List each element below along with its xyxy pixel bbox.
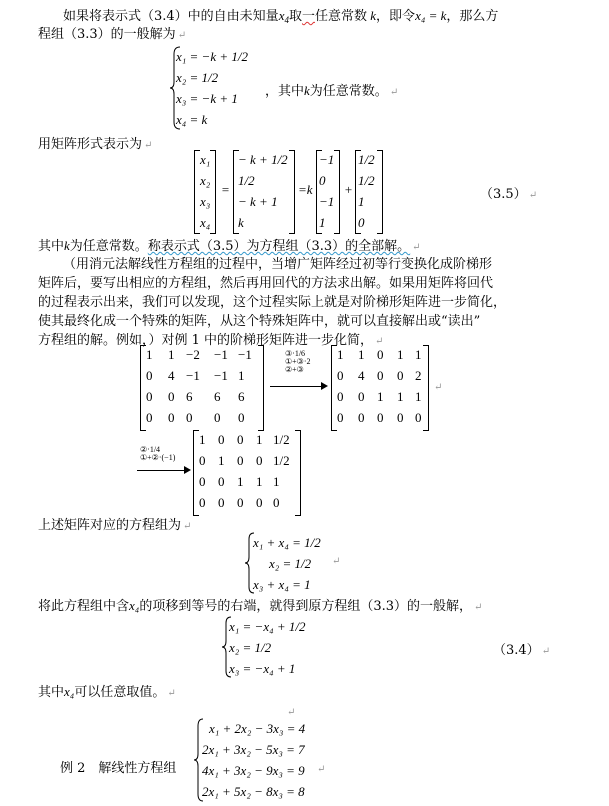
spellcheck-underline: 一 [301, 9, 315, 24]
matrix-cell: 0 [186, 410, 193, 425]
matrix-cell: 1 [238, 368, 245, 383]
matrix-cell: 1 [415, 389, 422, 404]
matrix-cell: 0 [273, 495, 280, 510]
return-mark: ↵ [317, 764, 326, 775]
matrix-cell: 6 [214, 389, 221, 404]
equation-label-3-4: （3.4） ↵ [493, 643, 551, 658]
para2-line: （用消元法解线性方程组的过程中，当增广矩阵经过初等行变换化成阶梯形 [63, 257, 493, 272]
matrix-intro: 用矩阵形式表示为 ↵ [38, 137, 153, 152]
example2-row: x₁ + 2x₂ − 3x₃ = 4 [209, 721, 306, 736]
system1-row: x₄ = k [176, 112, 208, 127]
matrix-cell: 1 [397, 347, 404, 362]
matrix-cell: 2 [415, 368, 422, 383]
example2-row: 4x₁ + 3x₂ − 9x₃ = 9 [202, 763, 305, 778]
row-op-2: ②·1/4 ①+②·(−1) [140, 445, 176, 462]
matrix-cell: 1 [415, 347, 422, 362]
matrix-cell: 0 [199, 453, 206, 468]
system3-row: x₃ = −x₄ + 1 [229, 661, 296, 676]
row-op-1: ③·1/6 ①+③·2 ②+③ [285, 349, 311, 374]
return-mark: ↵ [332, 556, 341, 567]
move-line: 将此方程组中含x₄的项移到等号的右端，就得到原方程组（3.3）的一般解， ↵ [38, 598, 483, 614]
system1-row: x₁ = −k + 1/2 [176, 49, 248, 64]
matrix-c [193, 430, 301, 516]
matrix-cell: 0 [218, 432, 225, 447]
para2-line: 的过程表示出来，我们可以发现，这个过程实际上就是对阶梯形矩阵进一步简化， [38, 295, 507, 310]
matrix-cell: −2 [186, 347, 200, 362]
para1-line1: 如果将表示式（3.4）中的自由未知量$x_4$取一任意常数 k，即令x₄ = k，那么方 [63, 8, 499, 25]
matrix-cell: 0 [337, 368, 344, 383]
matrix-cell: 0 [377, 347, 384, 362]
equation-label-3-5: （3.5） ↵ [480, 187, 538, 202]
matrix-cell: 1 [168, 347, 175, 362]
matrix-cell: 6 [186, 389, 193, 404]
matrix-cell: 1 [273, 474, 280, 489]
matrix-cell: 0 [218, 474, 225, 489]
system2-row: x₃ + x₄ = 1 [253, 577, 311, 592]
matrix-cell: 4 [358, 368, 365, 383]
matrix-cell: 0 [256, 495, 263, 510]
arrow-2 [137, 470, 185, 471]
matrix-cell: 0 [199, 474, 206, 489]
matrix-cell: 1 [146, 347, 153, 362]
matrix-cell: 0 [377, 368, 384, 383]
matrix-cell: 0 [358, 410, 365, 425]
matrix-cell: 0 [397, 368, 404, 383]
arrow-1-head [321, 382, 328, 390]
matrix-a [140, 345, 264, 431]
matrix-cell: 1 [199, 432, 206, 447]
matrix-cell: 0 [168, 389, 175, 404]
matrix-cell: 4 [168, 368, 175, 383]
matrix-cell: 0 [237, 453, 244, 468]
example2-label: 例 2 解线性方程组 [60, 761, 177, 776]
matrix-cell: 1/2 [273, 453, 290, 468]
matrix-cell: 1 [256, 432, 263, 447]
matrix-cell: 0 [214, 410, 221, 425]
example2-system [202, 718, 305, 802]
para1-line2: 程组（3.3）的一般解为 ↵ [38, 27, 187, 42]
matrix-cell: 0 [377, 410, 384, 425]
solution-vector: − k + 1/2 1/2 − k + 1 k [233, 150, 295, 234]
matrix-cell: 1 [237, 474, 244, 489]
matrix-cell: 0 [146, 410, 153, 425]
para2-line: 矩阵后，要写出相应的方程组，然后再用回代的方法求出解。如果用矩阵将回代 [38, 276, 494, 291]
free-variable-line: 其中x₄可以任意取值。 ↵ [38, 684, 176, 700]
matrix-cell: 0 [256, 453, 263, 468]
matrix-cell: −1 [214, 347, 228, 362]
general-solution-line: 其中k为任意常数。称表示式（3.5）为方程组（3.3）的全部解。 ↵ [38, 238, 421, 254]
matrix-cell: 0 [337, 410, 344, 425]
matrix-cell: −1 [214, 368, 228, 383]
system2-row: x₁ + x₄ = 1/2 [253, 535, 321, 550]
system2-row: x₂ = 1/2 [269, 556, 312, 571]
arrow-1 [270, 386, 322, 387]
matrix-cell: 0 [337, 389, 344, 404]
return-mark: ↵ [434, 382, 443, 393]
system1-row: x₂ = 1/2 [176, 70, 219, 85]
system2 [253, 532, 321, 595]
return-mark: ↵ [287, 707, 296, 718]
equals-sign: = [221, 182, 230, 197]
equals-k: =k [298, 182, 313, 197]
matrix-b [331, 345, 429, 431]
matrix-cell: 1 [358, 347, 365, 362]
matrix-cell: 1 [256, 474, 263, 489]
matrix-cell: 1/2 [273, 432, 290, 447]
system3-row: x₁ = −x₄ + 1/2 [229, 619, 306, 634]
matrix-cell: 1 [337, 347, 344, 362]
reduced-intro: 上述矩阵对应的方程组为 ↵ [38, 518, 192, 533]
matrix-cell: 1 [397, 389, 404, 404]
matrix-cell: −1 [186, 368, 200, 383]
matrix-cell: 0 [237, 432, 244, 447]
matrix-cell: 0 [237, 495, 244, 510]
matrix-cell: 0 [397, 410, 404, 425]
para2-line: 使其最终化成一个特殊的矩阵，从这个特殊矩阵中，就可以直接解出或“读出” [38, 314, 481, 329]
para2-line: 方程组的解。例如，）对例 1 中的阶梯形矩阵进一步化简， ↵ [38, 333, 384, 348]
x-vector: x₁ x₂ x₃ x₄ [194, 150, 216, 234]
system1-row: x₃ = −k + 1 [176, 91, 238, 106]
matrix-cell: 0 [168, 410, 175, 425]
matrix-cell: 0 [415, 410, 422, 425]
system1 [176, 46, 248, 130]
matrix-cell: 0 [146, 368, 153, 383]
matrix-cell: 0 [146, 389, 153, 404]
example2-row: 2x₁ + 3x₂ − 5x₃ = 7 [202, 742, 305, 757]
matrix-cell: 0 [238, 410, 245, 425]
plus-sign: + [344, 182, 353, 197]
particular-vector: 1/2 1/2 1 0 [355, 150, 383, 234]
matrix-cell: 0 [358, 389, 365, 404]
direction-vector: −1 0 −1 1 [316, 150, 340, 234]
system3-row: x₂ = 1/2 [229, 640, 272, 655]
arrow-2-head [184, 466, 191, 474]
matrix-cell: 0 [218, 495, 225, 510]
matrix-cell: 6 [238, 389, 245, 404]
matrix-cell: 1 [218, 453, 225, 468]
system3 [229, 616, 306, 679]
matrix-cell: −1 [238, 347, 252, 362]
matrix-cell: 1 [377, 389, 384, 404]
example2-row: 2x₁ + 5x₂ − 8x₃ = 8 [202, 784, 305, 799]
system1-note: ，其中k为任意常数。 ↵ [265, 83, 399, 99]
matrix-cell: 0 [199, 495, 206, 510]
